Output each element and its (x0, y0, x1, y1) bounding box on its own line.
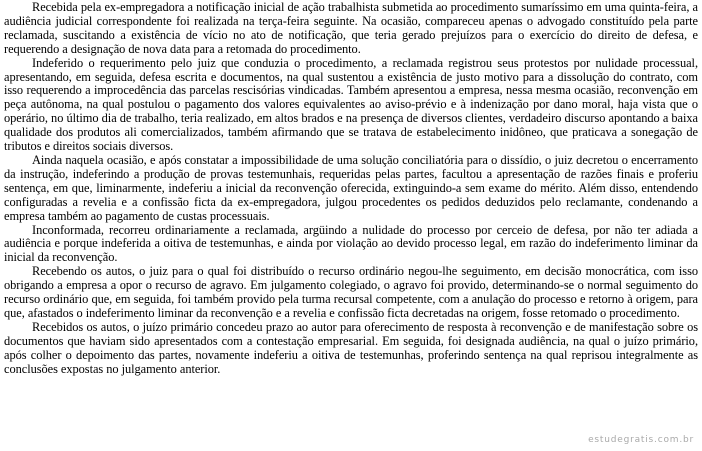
watermark-text: estudegratis.com.br (588, 435, 694, 445)
paragraph-5: Recebendo os autos, o juiz para o qual foi distribuído o recurso ordinário negou-lhe seguimento, em decisão monocrática, com isso obrigando a empresa a opor o recurso de agravo. Em julgamento colegiado, o agravo foi provido, determinando-se o normal seguimento do recurso ordinário que, em seguida, foi também provido pela turma recursal competente, com a anulação do processo e retorno à origem, para que, afastados o indeferimento liminar da reconvenção e a revelia e confissão ficta decretadas na origem, fosse retomado o procedimento. (4, 264, 698, 320)
document-body (4, 1, 698, 376)
paragraph-3: Ainda naquela ocasião, e após constatar a impossibilidade de uma solução conciliatória para o dissídio, o juiz decretou o encerramento da instrução, indeferindo a produção de provas testemunhais, requeridas pelas partes, facultou a apresentação de razões finais e proferiu sentença, em que, liminarmente, indeferiu a inicial da reconvenção oferecida, extinguindo-a sem exame do mérito. Além disso, entendendo configuradas a revelia e a confissão ficta da ex-empregadora, julgou procedentes os pedidos deduzidos pelo reclamante, condenando a empresa também ao pagamento de custas processuais. (4, 152, 698, 223)
paragraph-6: Recebidos os autos, o juízo primário concedeu prazo ao autor para oferecimento de resposta à reconvenção e de manifestação sobre os documentos que haviam sido apresentados com a contestação empresarial. Em seguida, foi designada audiência, na qual o juízo primário, após colher o depoimento das partes, novamente indeferiu a oitiva de testemunhas, proferindo sentença na qual reprisou integralmente as conclusões expostas no julgamento anterior. (4, 319, 698, 376)
paragraph-4: Inconformada, recorreu ordinariamente a reclamada, argüindo a nulidade do processo por cerceio de defesa, por não ter adiada a audiência e porque indeferida a oitiva de testemunhas, e ainda por violação ao devido processo legal, em razão do indeferimento liminar da inicial da reconvenção. (4, 222, 698, 265)
paragraph-1: Recebida pela ex-empregadora a notificação inicial de ação trabalhista submetida ao procedimento sumaríssimo em uma quinta-feira, a audiência judicial correspondente foi realizada na terça-feira seguinte. Na ocasião, compareceu apenas o advogado constituído pela parte reclamada, suscitando a existência de vício no ato de notificação, que teria gerado prejuízos para o exercício do direito de defesa, e requerendo a designação de nova data para a retomada do procedimento. (4, 0, 698, 56)
paragraph-2: Indeferido o requerimento pelo juiz que conduzia o procedimento, a reclamada registrou seus protestos por nulidade processual, apresentando, em seguida, defesa escrita e documentos, na qual sustentou a existência de justo motivo para a dissolução do contrato, com isso requerendo a improcedência das parcelas rescisórias vindicadas. Também apresentou a empresa, nessa mesma ocasião, reconvenção em peça autônoma, na qual postulou o pagamento dos valores equivalentes ao aviso-prévio e à indenização por dano moral, haja vista que o operário, no último dia de trabalho, teria realizado, em altos brados e na presença de diversos clientes, verdadeiro discurso apontando a baixa qualidade dos produtos ali comercializados, também afirmando que se tratava de estabelecimento inidôneo, que praticava a sonegação de tributos e direitos sociais diversos. (4, 55, 698, 154)
